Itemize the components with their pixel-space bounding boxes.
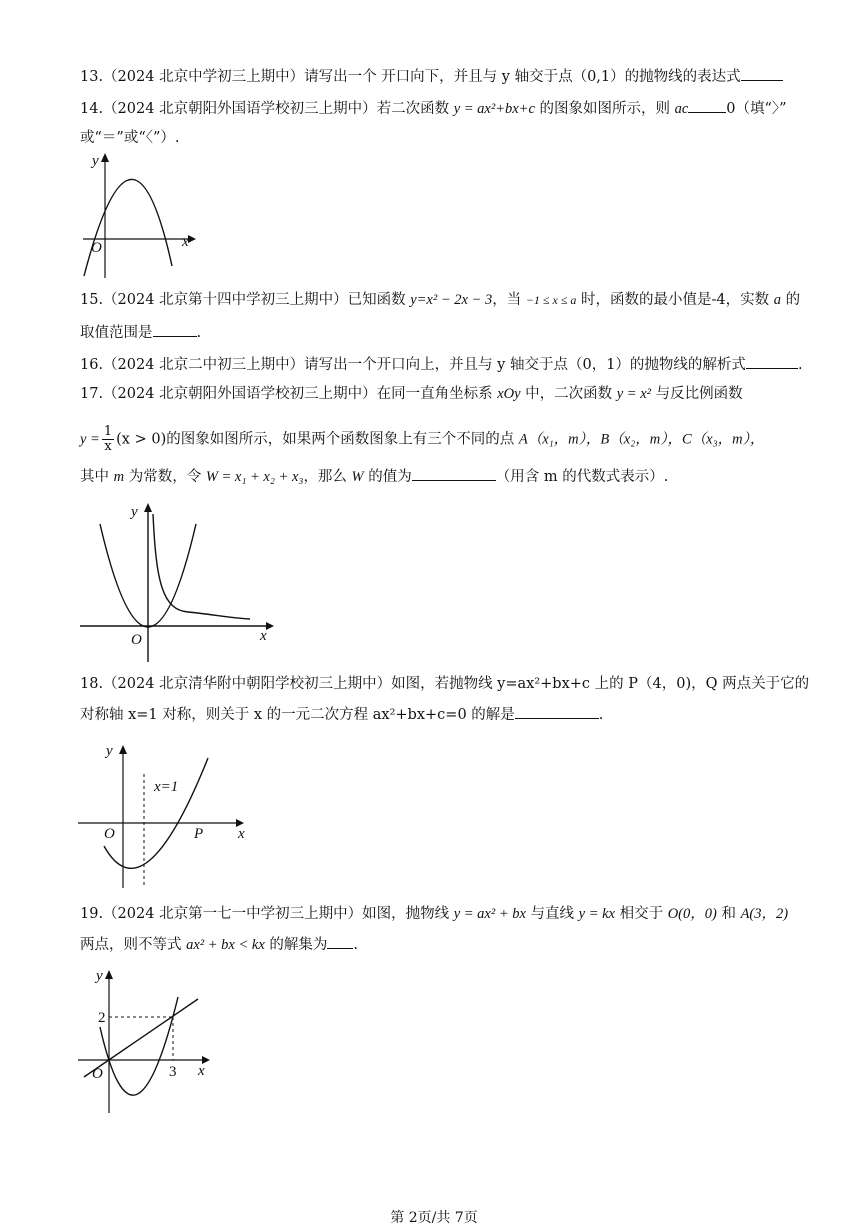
q15-formula: y=x² − 2x − 3 xyxy=(410,292,493,308)
q14-ac: ac xyxy=(674,101,689,117)
page-footer: 第 2页/共 7页 xyxy=(390,1210,478,1226)
q16-answer-blank xyxy=(746,354,798,369)
q17-y-label: y xyxy=(131,504,138,520)
q19-tick-2: 2 xyxy=(98,1010,106,1026)
question-13 xyxy=(80,66,783,87)
q17-text-line3c: ，那么 xyxy=(303,469,347,485)
q14-formula: y = ax²+bx+c xyxy=(453,101,535,117)
q19-x-label: x xyxy=(198,1063,205,1079)
q16-text: 16.（2024 北京二中初三上期中）请写出一个开口向上，并且与 y 轴交于点（0，1）的抛物线的解析式 xyxy=(80,357,746,373)
question-14-line2 xyxy=(80,128,180,148)
q18-text-line2: 对称轴 x=1 对称，则关于 x 的一元二次方程 ax²+bx+c=0 的解是 xyxy=(80,707,515,723)
q19-parabola: y = ax² + bx xyxy=(453,906,526,922)
q15-text-a: 15.（2024 北京第十四中学初三上期中）已知函数 xyxy=(80,292,406,308)
q14-origin-label: O xyxy=(91,240,102,256)
q14-y-label: y xyxy=(92,153,99,169)
q19-text-line2a: 两点，则不等式 xyxy=(80,937,182,953)
q14-graph xyxy=(78,148,198,278)
q13-text: 13.（2024 北京中学初三上期中）请写出一个 开口向下，并且与 y 轴交于点（0,1）的抛物线的表达式 xyxy=(80,69,741,85)
q19-and: 和 xyxy=(721,906,736,922)
q14-text-c: 0（填“〉” xyxy=(726,101,787,117)
q17-point-b: B（x₂，m）， xyxy=(600,431,682,448)
q14-text-b: 的图象如图所示，则 xyxy=(539,101,670,117)
q18-answer-blank xyxy=(515,704,599,719)
q17-text-c: 与反比例函数 xyxy=(655,386,743,402)
q19-graph xyxy=(78,965,228,1115)
q17-graph xyxy=(80,500,280,665)
q15-range: −1 ≤ x ≤ a xyxy=(525,293,577,307)
question-15 xyxy=(80,290,800,310)
q17-xoy: xOy xyxy=(497,386,521,402)
q17-w: W xyxy=(351,469,364,485)
q17-text-line3b: 为常数，令 xyxy=(128,469,202,485)
q19-inequality: ax² + bx < kx xyxy=(186,937,265,953)
q17-text-line3a: 其中 xyxy=(80,469,109,485)
q18-p-label: P xyxy=(194,826,204,842)
q17-text-line3e: （用含 m 的代数式表示）. xyxy=(495,469,669,485)
q18-text-line1: 18.（2024 北京清华附中朝阳学校初三上期中）如图，若抛物线 y=ax²+bx+c 上的 P（4，0)，Q 两点关于它的 xyxy=(80,676,810,692)
question-16: 16.（2024 北京二中初三上期中）请写出一个开口向上，并且与 y 轴交于点（0，1）的抛物线的解析式 . xyxy=(80,354,803,375)
q19-origin-label: O xyxy=(92,1066,103,1082)
question-15-line2: 取值范围是 . xyxy=(80,322,201,343)
q15-answer-blank xyxy=(153,322,197,337)
q19-text-a: 19.（2024 北京第一七一中学初三上期中）如图，抛物线 xyxy=(80,906,450,922)
q17-point-a: A（x₁，m）， xyxy=(518,431,601,448)
q17-text-line2: 的图象如图所示，如果两个函数图象上有三个不同的点 xyxy=(166,431,515,448)
q17-text-line3d: 的值为 xyxy=(368,469,412,485)
q19-answer-blank xyxy=(327,934,353,949)
q17-text-a: 17.（2024 北京朝阳外国语学校初三上期中）在同一直角坐标系 xyxy=(80,386,493,402)
question-18-line2: 对称轴 x=1 对称，则关于 x 的一元二次方程 ax²+bx+c=0 的解是 . xyxy=(80,704,603,725)
q15-text-line2: 取值范围是 xyxy=(80,325,153,341)
q17-frac-num: 1 xyxy=(103,424,113,439)
q17-point-c: C（x₃，m）， xyxy=(681,431,765,448)
q17-domain: (x > 0) xyxy=(116,431,167,448)
question-17-line3 xyxy=(80,466,668,487)
q14-answer-blank xyxy=(688,98,726,113)
q14-text-a: 14.（2024 北京朝阳外国语学校初三上期中）若二次函数 xyxy=(80,101,450,117)
q17-quad: y = x² xyxy=(616,386,652,402)
q17-answer-blank xyxy=(412,466,496,481)
q15-text-b: ，当 xyxy=(492,292,522,308)
q17-w-def: W = x₁ + x₂ + x₃ xyxy=(205,469,304,485)
q14-text-line2: 或“＝”或“〈”）. xyxy=(80,130,180,146)
q13-answer-blank xyxy=(741,66,783,81)
q18-x-label: x xyxy=(238,826,245,842)
q19-tick-3: 3 xyxy=(169,1064,177,1080)
question-19-line2: 两点，则不等式 ax² + bx < kx 的解集为 . xyxy=(80,934,358,955)
q19-text-b: 与直线 xyxy=(530,906,575,922)
q18-axis-label: x=1 xyxy=(154,779,179,795)
q18-origin-label: O xyxy=(104,826,115,842)
q19-point-a: A(3，2) xyxy=(740,906,789,922)
q19-point-o: O(0，0) xyxy=(667,906,717,922)
q19-y-label: y xyxy=(96,968,103,984)
question-17 xyxy=(80,384,743,404)
question-19 xyxy=(80,904,788,924)
q14-x-label: x xyxy=(182,234,189,250)
q15-a: a xyxy=(773,292,782,308)
q17-y-eq: y = xyxy=(80,431,100,448)
q17-m: m xyxy=(113,469,125,485)
q17-fraction xyxy=(102,425,114,454)
question-17-line2 xyxy=(80,425,764,454)
q19-text-c: 相交于 xyxy=(619,906,664,922)
q18-y-label: y xyxy=(106,743,113,759)
q15-text-c: 时，函数的最小值是-4，实数 xyxy=(581,292,770,308)
question-14 xyxy=(80,98,787,119)
q17-frac-den: x xyxy=(104,439,112,454)
q17-origin-label: O xyxy=(131,632,142,648)
question-18 xyxy=(80,674,809,694)
q17-x-label: x xyxy=(260,628,267,644)
q19-line: y = kx xyxy=(578,906,615,922)
q18-graph xyxy=(78,740,253,890)
q15-text-d: 的 xyxy=(785,292,801,308)
q17-text-b: 中，二次函数 xyxy=(525,386,613,402)
q19-text-line2b: 的解集为 xyxy=(269,937,328,953)
